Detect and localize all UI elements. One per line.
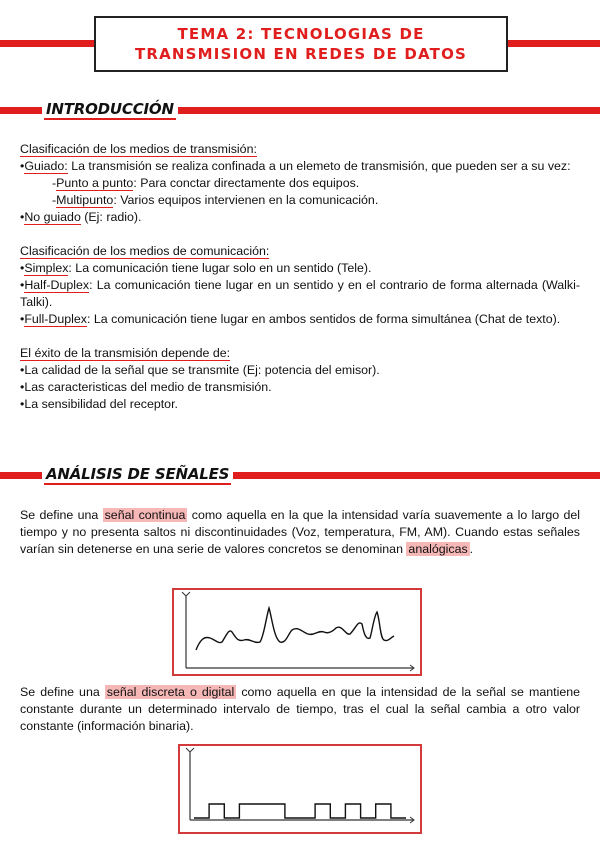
analog-signal-graph bbox=[174, 590, 420, 674]
title-line-2: TRANSMISION EN REDES DE DATOS bbox=[134, 45, 468, 63]
multi-text: : Varios equipos intervienen en la comunicación. bbox=[113, 193, 379, 207]
exito-item-text: La calidad de la señal que se transmite (Ej: potencia del emisor). bbox=[24, 363, 380, 377]
exito-item: •La sensibilidad del receptor. bbox=[20, 397, 178, 411]
no-guiado-item: •No guiado (Ej: radio). bbox=[20, 210, 142, 224]
title-line-1: TEMA 2: TECNOLOGIAS DE bbox=[177, 25, 425, 43]
digital-paragraph bbox=[20, 684, 580, 735]
exito-heading: El éxito de la transmisión depende de: bbox=[20, 346, 231, 360]
p2-text-a: Se define una bbox=[20, 685, 105, 699]
section-heading-analisis: ANÁLISIS DE SEÑALES bbox=[42, 465, 233, 483]
guiado-term: Guiado: bbox=[24, 159, 68, 173]
p1-text-c: . bbox=[469, 542, 474, 556]
multi-term: Multipunto bbox=[56, 193, 114, 207]
digital-signal-figure bbox=[178, 744, 422, 834]
digital-signal-graph bbox=[180, 746, 420, 832]
y-axis-arrow bbox=[182, 592, 190, 596]
intro-body bbox=[20, 141, 580, 413]
no-guiado-text: (Ej: radio). bbox=[80, 210, 142, 224]
section-heading-intro: INTRODUCCIÓN bbox=[42, 100, 178, 118]
full-text: : La comunicación tiene lugar en ambos sentidos de forma simultánea (Chat de texto). bbox=[87, 312, 561, 326]
exito-item: •Las caracteristicas del medio de transmisión. bbox=[20, 380, 272, 394]
y-axis-arrow bbox=[186, 748, 194, 752]
title-bar-right bbox=[508, 40, 600, 47]
guiado-item: •Guiado: La transmisión se realiza confinada a un elemeto de transmisión, que pueden ser a su vez: bbox=[20, 159, 571, 173]
analog-signal-curve bbox=[196, 608, 394, 650]
analog-signal-figure bbox=[172, 588, 422, 676]
title-box bbox=[94, 16, 508, 72]
title-bar-left bbox=[0, 40, 94, 47]
half-text: : La comunicación tiene lugar en un sentido y en el contrario de forma alternada (Walki-Talki). bbox=[20, 278, 580, 309]
simplex-text: : La comunicación tiene lugar solo en un sentido (Tele). bbox=[68, 261, 372, 275]
continua-paragraph bbox=[20, 507, 580, 558]
punto-item: -Punto a punto: Para conctar directamente dos equipos. bbox=[52, 176, 360, 190]
p2-text-b: como aquella en que la intensidad de la señal se mantiene constante durante un determinado intervalo de tiempo, tras el cual la señal cambia a otro valor constante (información binaria). bbox=[20, 685, 580, 733]
highlight-senal-continua: señal continua bbox=[104, 508, 186, 522]
exito-item-text: Las caracteristicas del medio de transmisión. bbox=[24, 380, 272, 394]
simplex-item: •Simplex: La comunicación tiene lugar solo en un sentido (Tele). bbox=[20, 261, 372, 275]
highlight-analogicas: analógicas bbox=[408, 542, 468, 556]
guiado-text: La transmisión se realiza confinada a un elemeto de transmisión, que pueden ser a su vez: bbox=[67, 159, 571, 173]
comunicacion-heading: Clasificación de los medios de comunicación: bbox=[20, 244, 270, 258]
half-item: •Half-Duplex: La comunicación tiene lugar en un sentido y en el contrario de forma alternada (Walki-Talki). bbox=[20, 278, 580, 309]
punto-text: : Para conctar directamente dos equipos. bbox=[133, 176, 360, 190]
punto-term: Punto a punto bbox=[56, 176, 134, 190]
p1-text-b: como aquella en la que la intensidad varía suavemente a lo largo del tiempo y no presenta saltos ni discontinuidades (Voz, temperatura, FM, AM). Cuando estas señales varían sin detenerse en una serie de valores concretos se denominan bbox=[20, 508, 580, 556]
full-term: Full-Duplex bbox=[24, 312, 88, 326]
full-item: •Full-Duplex: La comunicación tiene lugar en ambos sentidos de forma simultánea (Chat de texto). bbox=[20, 312, 561, 326]
exito-item: •La calidad de la señal que se transmite (Ej: potencia del emisor). bbox=[20, 363, 380, 377]
no-guiado-term: No guiado bbox=[24, 210, 81, 224]
medios-heading: Clasificación de los medios de transmisión: bbox=[20, 142, 257, 156]
exito-item-text: La sensibilidad del receptor. bbox=[24, 397, 178, 411]
highlight-senal-digital: señal discreta o digital bbox=[106, 685, 235, 699]
digital-signal-wave bbox=[194, 804, 406, 818]
simplex-term: Simplex bbox=[24, 261, 69, 275]
multi-item: -Multipunto: Varios equipos intervienen en la comunicación. bbox=[52, 193, 379, 207]
half-term: Half-Duplex bbox=[24, 278, 90, 292]
p1-text-a: Se define una bbox=[20, 508, 103, 522]
